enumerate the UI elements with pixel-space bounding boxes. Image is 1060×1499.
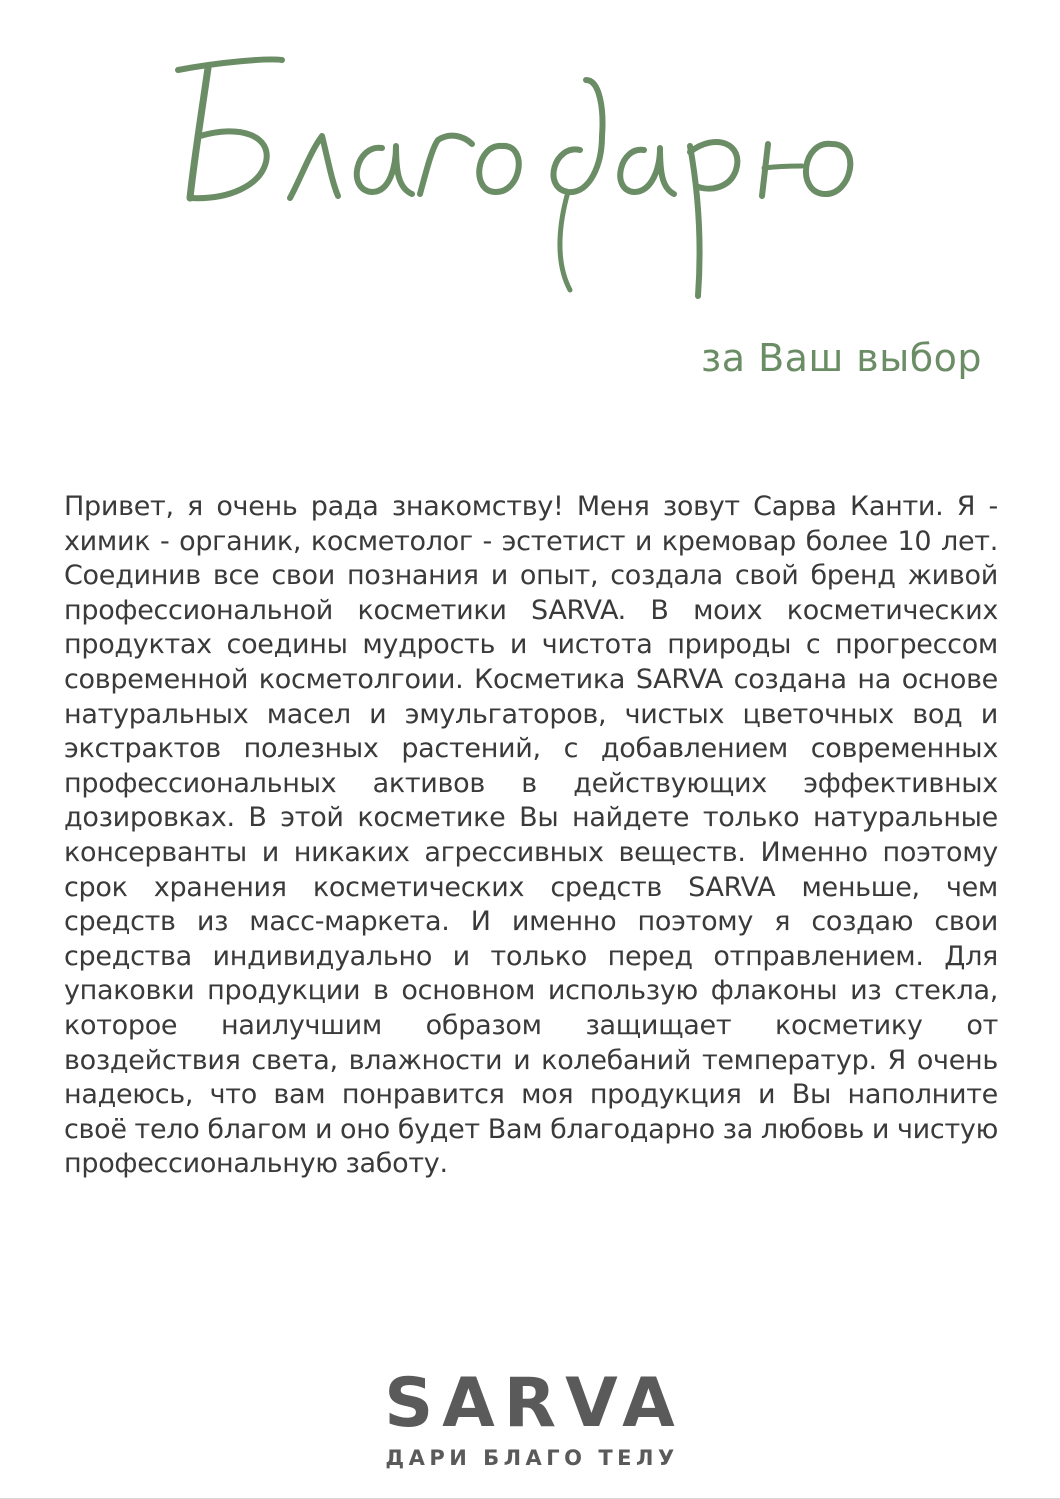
- brand-tagline: ДАРИ БЛАГО ТЕЛУ: [385, 1446, 679, 1470]
- brand-logo: [0, 1364, 1060, 1470]
- brand-name: SARVA: [384, 1364, 684, 1443]
- body-paragraph: Привет, я очень рада знакомству! Меня зовут Сарва Канти. Я - химик - органик, косметолог - эстетист и кремовар более 10 лет. Соединив все свои познания и опыт, создала свой бренд живой профессиональной косметики SARVA. В моих косметических продуктах соедины мудрость и чистота природы с прогрессом современной косметолгоии. Косметика SARVA создана на основе натуральных масел и эмульгаторов, чистых цветочных вод и экстрактов полезных растений, с добавлением современных профессиональных активов в действующих эффективных дозировках. В этой косметике Вы найдете только натуральные консерванты и никаких агрессивных веществ. Именно поэтому срок хранения косметических средств SARVA меньше, чем средств из масс-маркета. И именно поэтому я создаю свои средства индивидуально и только перед отправлением. Для упаковки продукции в основном использую флаконы из стекла, которое наилучшим образом защищает косметику от воздействия света, влажности и колебаний температур. Я очень надеюсь, что вам понравится моя продукция и Вы наполните своё тело благом и оно будет Вам благодарно за любовь и чистую профессиональную заботу.: [64, 491, 998, 1180]
- subtitle: за Ваш выбор: [701, 336, 982, 380]
- script-title-lettering: [150, 40, 910, 310]
- script-title: [150, 40, 910, 310]
